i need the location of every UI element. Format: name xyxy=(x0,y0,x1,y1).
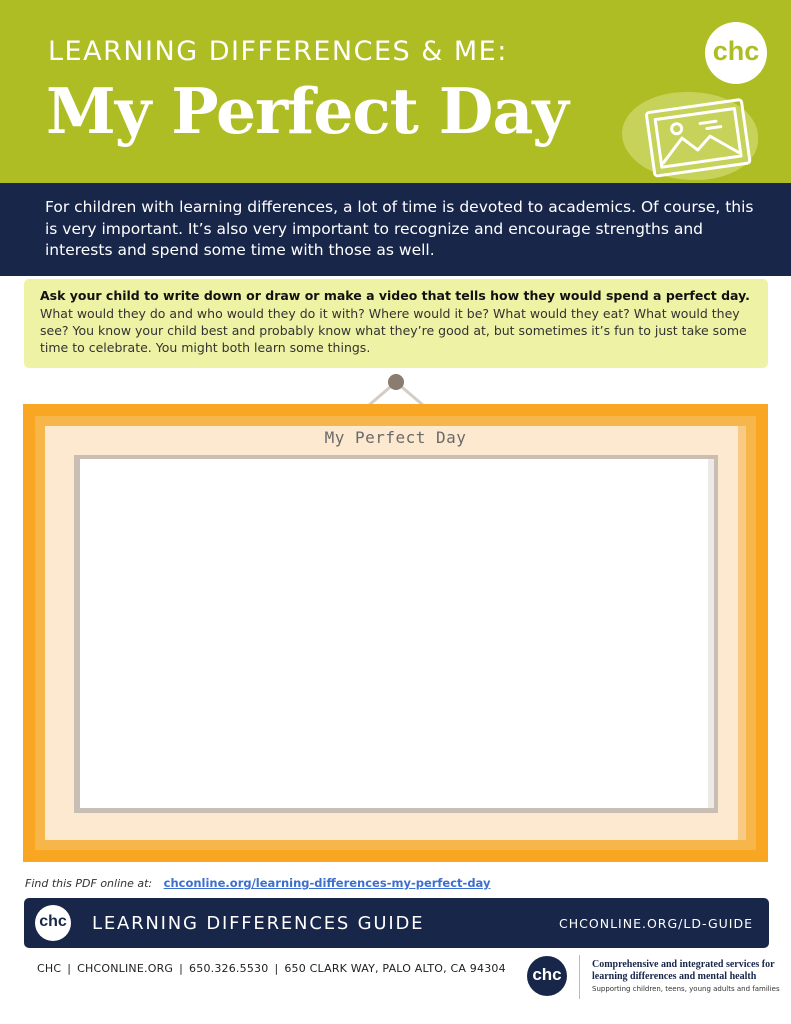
chc-logo-text: chc xyxy=(712,36,760,66)
guide-logo xyxy=(35,905,71,941)
tagline: Comprehensive and integrated services for learning differences and mental health xyxy=(592,959,775,982)
footer-divider xyxy=(579,955,580,999)
contact-line xyxy=(37,962,506,975)
chc-logo xyxy=(705,22,767,84)
guide-title: LEARNING DIFFERENCES GUIDE xyxy=(92,913,425,934)
find-pdf-link[interactable]: chconline.org/learning-differences-my-perfect-day xyxy=(163,876,491,890)
intro-band xyxy=(0,183,791,276)
frame-mat-shade xyxy=(738,426,746,840)
find-pdf-label: Find this PDF online at: xyxy=(25,877,153,890)
instruction-body: What would they do and who would they do it with? Where would it be? What would they eat? What would they see? You know your child best and probably know what they’re good at, but sometimes it’s fun to just take some time to celebrate. You might both learn some things. xyxy=(40,306,747,355)
contact-phone: 650.326.5530 xyxy=(189,962,269,975)
drawing-area[interactable] xyxy=(80,459,714,808)
instruction-lead: Ask your child to write down or draw or make a video that tells how they would spend a perfect day. xyxy=(40,288,750,303)
contact-address: 650 CLARK WAY, PALO ALTO, CA 94304 xyxy=(284,962,506,975)
bottom-chc-logo xyxy=(527,956,567,996)
landscape-picture-icon xyxy=(632,92,762,182)
contact-site-link[interactable]: CHCONLINE.ORG xyxy=(77,962,174,975)
guide-url-link[interactable]: CHCONLINE.ORG/LD-GUIDE xyxy=(559,916,753,931)
instruction-box xyxy=(24,279,768,368)
contact-org: CHC xyxy=(37,962,62,975)
subtagline: Supporting children, teens, young adults and families xyxy=(592,985,780,993)
contact-divider: | xyxy=(274,962,279,975)
guide-logo-text: chc xyxy=(39,913,67,930)
intro-text: For children with learning differences, a lot of time is devoted to academics. Of course, this is very important. It’s also very important to recognize and encourage strengths and interests and spend some time with those as well. xyxy=(45,198,754,259)
contact-divider: | xyxy=(67,962,72,975)
page-title: My Perfect Day xyxy=(46,74,568,148)
bottom-logo-text: chc xyxy=(532,965,562,984)
find-pdf-row xyxy=(25,876,490,890)
drawing-area-edge xyxy=(708,459,714,808)
contact-divider: | xyxy=(179,962,184,975)
header-kicker: LEARNING DIFFERENCES & ME: xyxy=(48,36,508,67)
frame-title: My Perfect Day xyxy=(324,428,467,447)
header-banner xyxy=(0,0,791,183)
guide-bar xyxy=(24,898,769,948)
